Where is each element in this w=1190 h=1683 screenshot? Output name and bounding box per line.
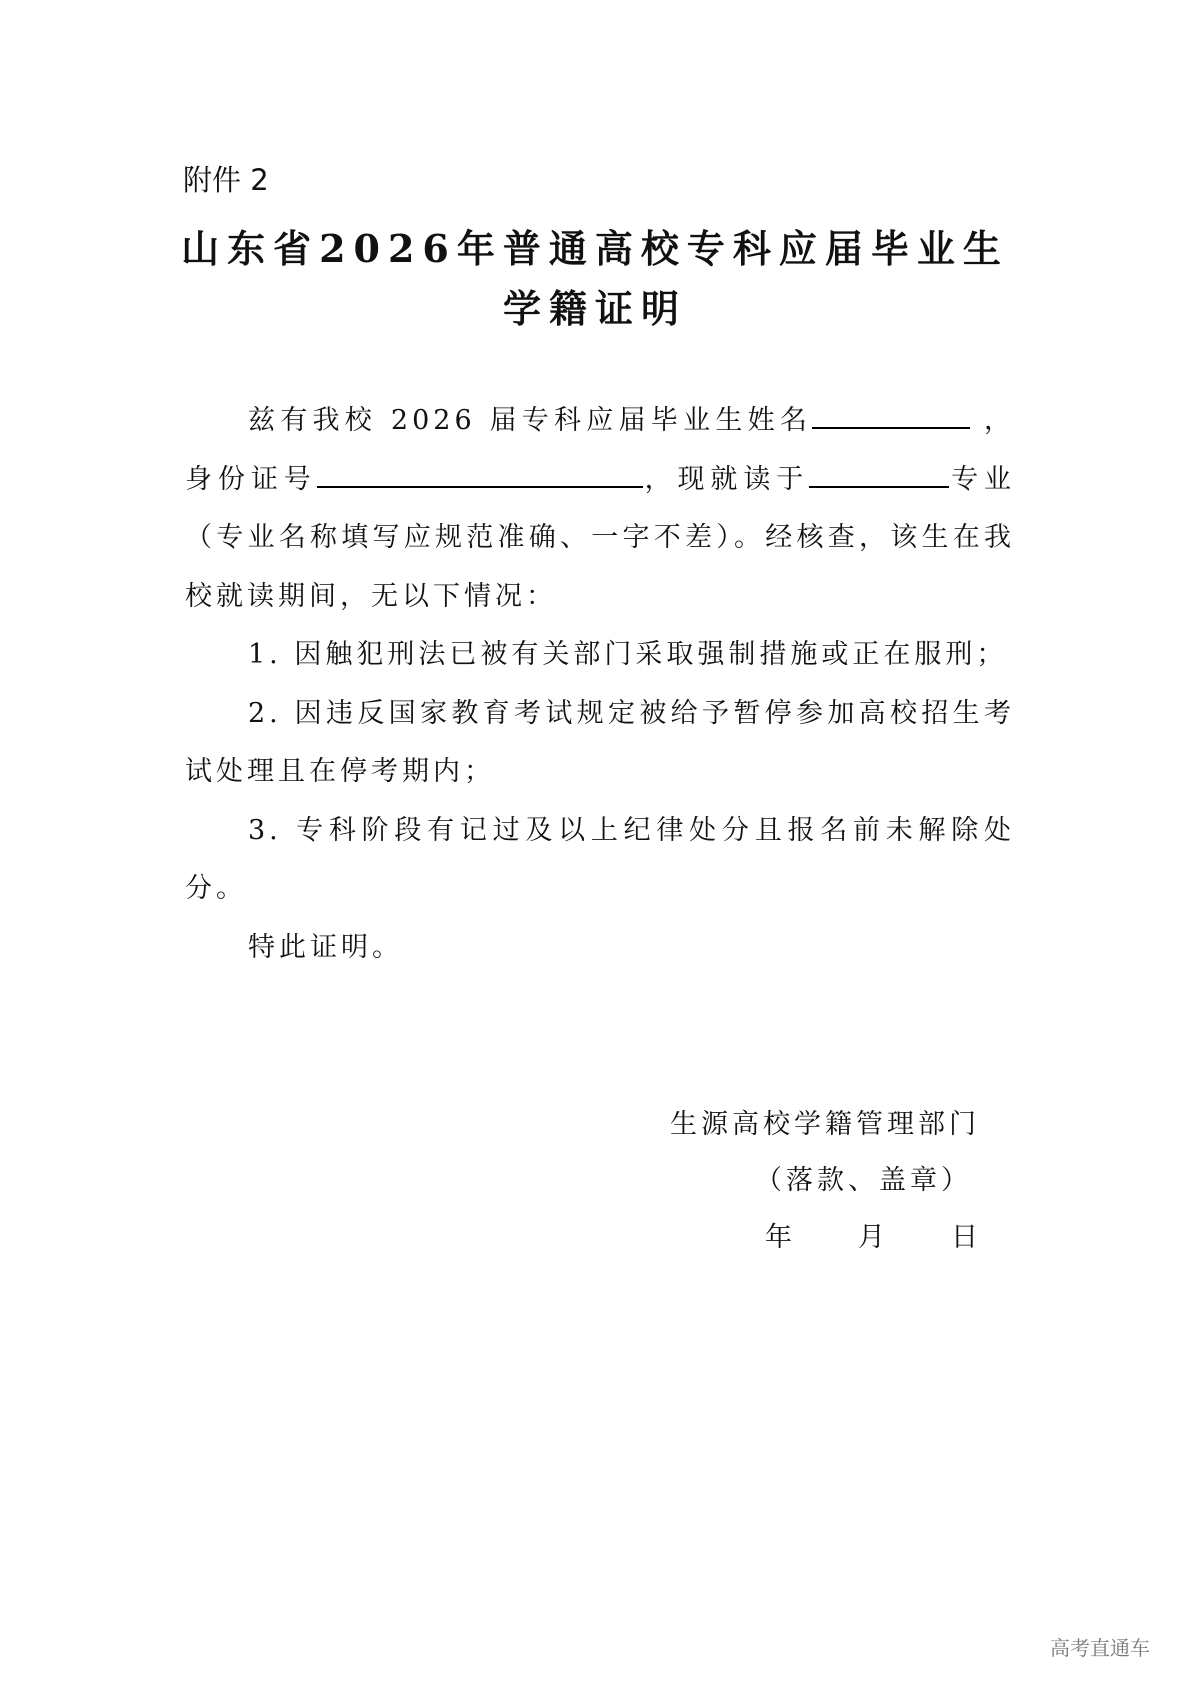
title-line-1: 山东省2026年普通高校专科应届毕业生 xyxy=(181,226,1009,271)
intro-text-major: ，现就读于 xyxy=(642,463,810,495)
condition-item-1: 1. 因触犯刑法已被有关部门采取强制措施或正在服刑； xyxy=(248,639,1008,670)
signature-department: 生源高校学籍管理部门 xyxy=(670,1109,980,1140)
major-blank[interactable] xyxy=(809,464,949,488)
intro-text-id: ，身份证号 xyxy=(185,405,1015,495)
closing-text: 特此证明。 xyxy=(248,931,403,963)
intro-text: 兹有我校 2026 届专科应届毕业生姓名 xyxy=(248,405,813,436)
condition-item-2: 2. 因违反国家教育考试规定被给予暂停参加高校招生考试处理且在停考期内； xyxy=(185,697,1015,787)
attachment-label: 附件 2 xyxy=(183,163,269,197)
signature-seal-note: （落款、盖章） xyxy=(755,1165,972,1196)
certificate-body xyxy=(185,392,1015,977)
intro-paragraph xyxy=(185,392,1015,626)
name-blank[interactable] xyxy=(812,405,970,429)
title-line-2: 学籍证明 xyxy=(502,286,687,331)
signature-date: 年 月 日 xyxy=(765,1222,982,1253)
id-number-blank[interactable] xyxy=(317,464,643,488)
watermark: 高考直通车 xyxy=(1050,1636,1150,1660)
intro-text-rest: 专业（专业名称填写应规范准确、一字不差）。经核查，该生在我校就读期间，无以下情况： xyxy=(185,463,1016,612)
condition-item-3: 3. 专科阶段有记过及以上纪律处分且报名前未解除处分。 xyxy=(185,814,1015,904)
